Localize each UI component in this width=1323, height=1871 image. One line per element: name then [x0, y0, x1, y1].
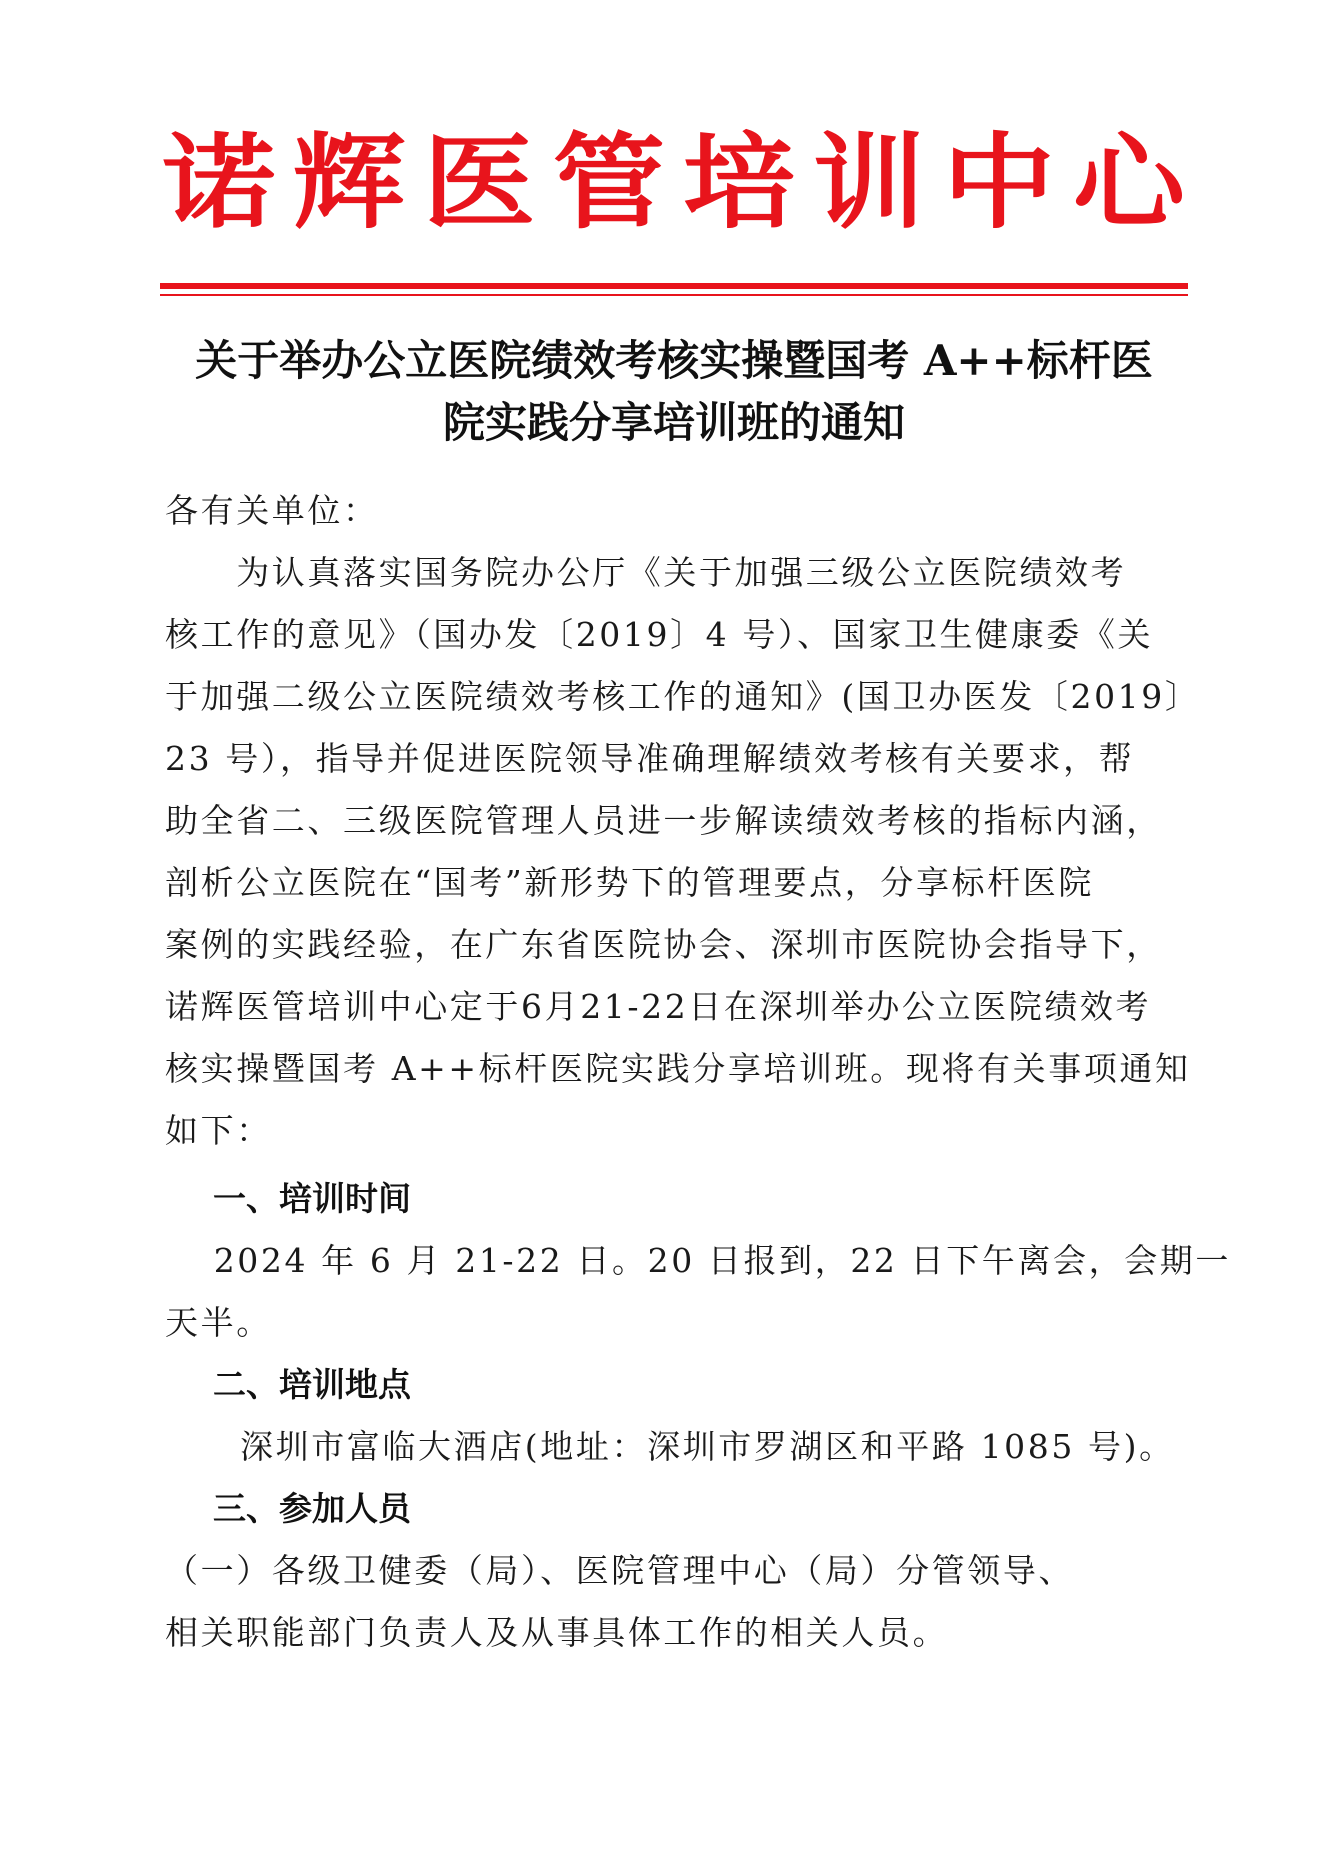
letterhead-divider-thick	[160, 283, 1188, 289]
paragraph-line: 天半。	[165, 1303, 272, 1342]
paragraph-line: 剖析公立医院在“国考”新形势下的管理要点，分享标杆医院	[165, 863, 1094, 902]
notice-title	[160, 330, 1188, 454]
section-body-training-location	[240, 1416, 1200, 1478]
letterhead-divider-thin	[160, 294, 1188, 296]
paragraph-line: 深圳市富临大酒店(地址：深圳市罗湖区和平路 1085 号)。	[240, 1427, 1175, 1466]
letterhead-char: 诺	[163, 123, 275, 243]
paragraph-line: 2024 年 6 月 21-22 日。20 日报到，22 日下午离会，会期一	[165, 1241, 1232, 1280]
letterhead-char: 辉	[293, 123, 405, 243]
section-heading-training-location: 二、培训地点	[213, 1365, 411, 1404]
salutation: 各有关单位：	[165, 491, 379, 530]
section-body-training-time	[165, 1230, 1232, 1354]
letterhead-char: 心	[1073, 123, 1185, 243]
paragraph-line: 诺辉医管培训中心定于6月21-22日在深圳举办公立医院绩效考	[165, 987, 1152, 1026]
section-body-participants	[165, 1540, 1195, 1664]
letterhead-char: 管	[553, 123, 665, 243]
paragraph-line: 核实操暨国考 A++标杆医院实践分享培训班。现将有关事项通知	[165, 1049, 1191, 1088]
notice-title-line-2: 院实践分享培训班的通知	[442, 398, 905, 447]
letterhead-char: 医	[423, 123, 535, 243]
paragraph-line: 为认真落实国务院办公厅《关于加强三级公立医院绩效考	[165, 553, 1127, 592]
intro-paragraph	[165, 542, 1201, 1162]
section-heading-training-time: 一、培训时间	[213, 1179, 411, 1218]
letterhead-char: 培	[683, 123, 795, 243]
paragraph-line: 助全省二、三级医院管理人员进一步解读绩效考核的指标内涵，	[165, 801, 1162, 840]
paragraph-line: （一）各级卫健委（局）、医院管理中心（局）分管领导、	[165, 1551, 1075, 1590]
paragraph-line: 核工作的意见》（国办发〔2019〕4 号）、国家卫生健康委《关	[165, 615, 1154, 654]
paragraph-line: 案例的实践经验，在广东省医院协会、深圳市医院协会指导下，	[165, 925, 1162, 964]
paragraph-line: 23 号），指导并促进医院领导准确理解绩效考核有关要求，帮	[165, 739, 1135, 778]
paragraph-line: 如下：	[165, 1111, 272, 1150]
section-heading-participants: 三、参加人员	[213, 1489, 411, 1528]
paragraph-line: 相关职能部门负责人及从事具体工作的相关人员。	[165, 1613, 949, 1652]
letterhead-char: 训	[813, 123, 925, 243]
paragraph-line: 于加强二级公立医院绩效考核工作的通知》(国卫办医发〔2019〕	[165, 677, 1201, 716]
letterhead-char: 中	[943, 123, 1055, 243]
notice-title-line-1: 关于举办公立医院绩效考核实操暨国考 A++标杆医	[195, 336, 1153, 385]
organization-letterhead	[160, 118, 1188, 248]
